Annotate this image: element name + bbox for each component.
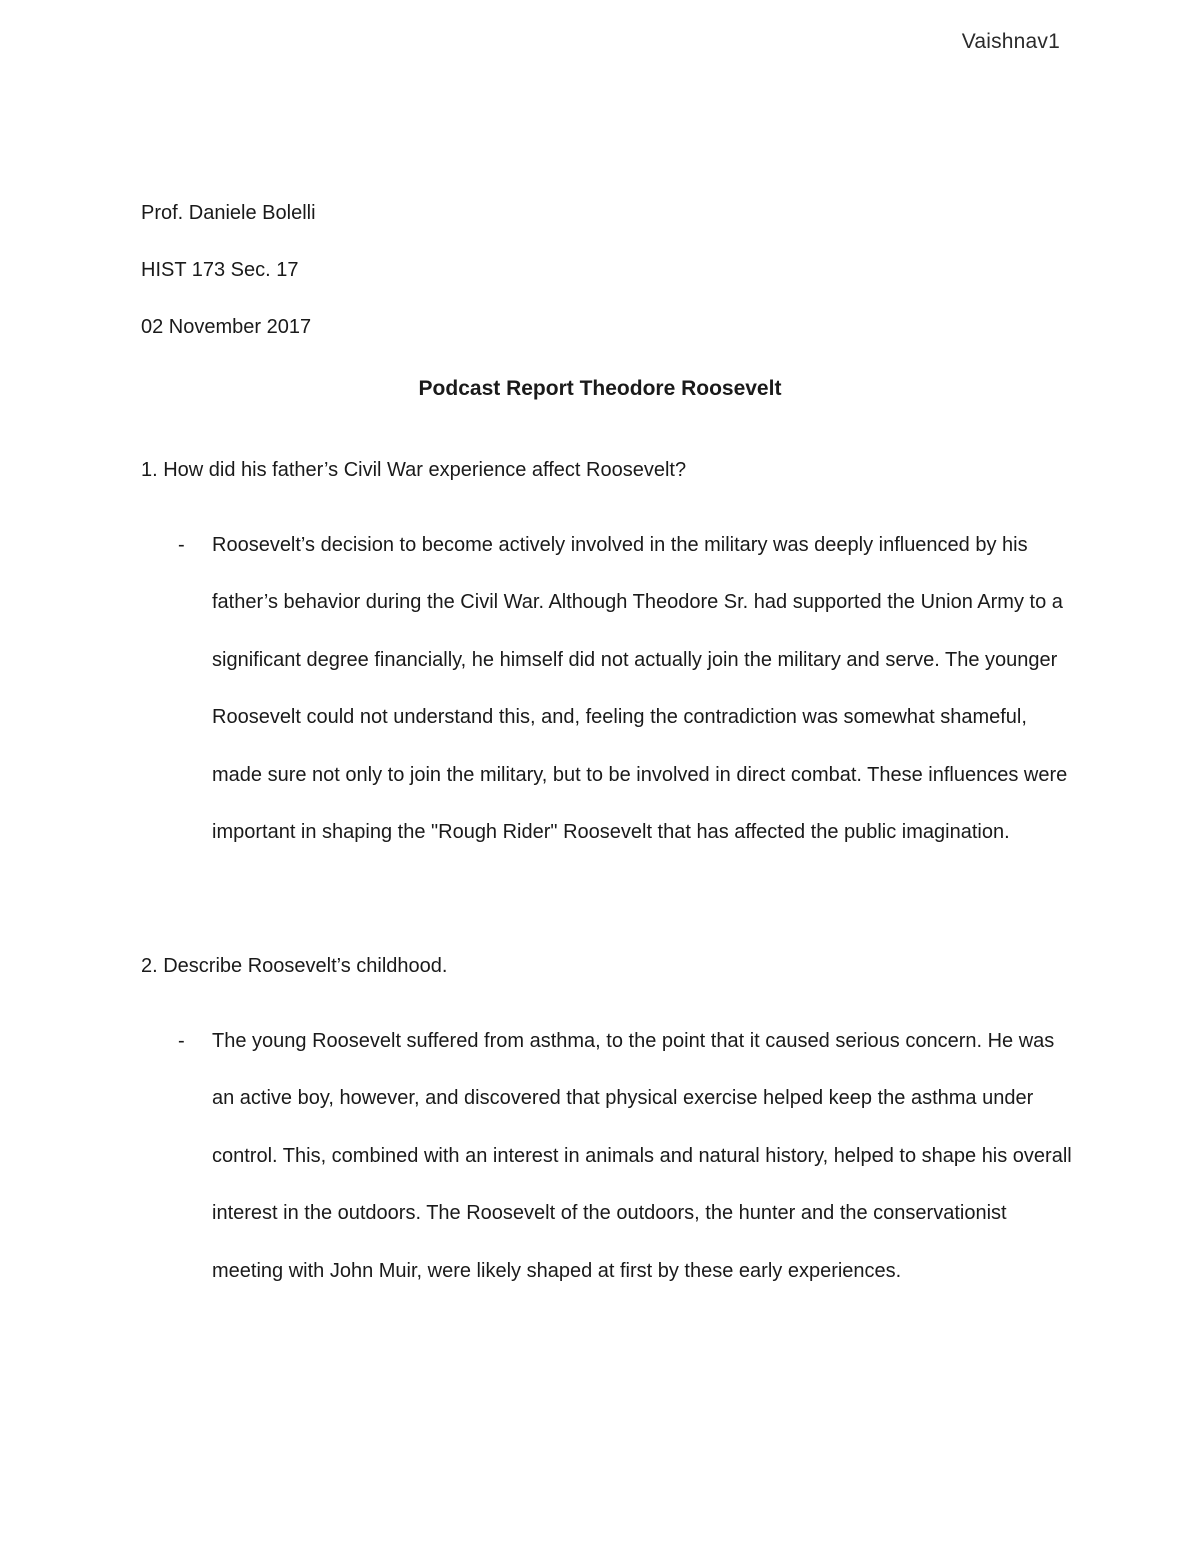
question-1: 1. How did his father’s Civil War experience affect Roosevelt?	[141, 459, 687, 481]
answer-1	[178, 517, 1078, 861]
bullet-dash: -	[178, 1030, 185, 1052]
page-header-name: Vaishnav1	[961, 30, 1060, 53]
document-date: 02 November 2017	[141, 316, 312, 338]
course-info: HIST 173 Sec. 17	[141, 259, 299, 281]
answer-2	[178, 1013, 1078, 1300]
question-2: 2. Describe Roosevelt’s childhood.	[141, 955, 448, 977]
document-title: Podcast Report Theodore Roosevelt	[418, 377, 782, 400]
answer-1-text: Roosevelt’s decision to become actively involved in the military was deeply influenced by his father’s behavior during the Civil War. Although Theodore Sr. had supported the Union Army to a significant degree financially, he himself did not actually join the military and serve. The younger Roosevelt could not understand this, and, feeling the contradiction was somewhat shameful, made sure not only to join the military, but to be involved in direct combat. These influences were important in shaping the "Rough Rider" Roosevelt that has affected the public imagination.	[212, 534, 1068, 844]
answer-2-text: The young Roosevelt suffered from asthma, to the point that it caused serious concern. He was an active boy, however, and discovered that physical exercise helped keep the asthma under control. This, combined with an interest in animals and natural history, helped to shape his overall interest in the outdoors. The Roosevelt of the outdoors, the hunter and the conservationist meeting with John Muir, were likely shaped at first by these early experiences.	[212, 1030, 1072, 1282]
bullet-dash: -	[178, 534, 185, 556]
professor-name: Prof. Daniele Bolelli	[141, 202, 316, 224]
